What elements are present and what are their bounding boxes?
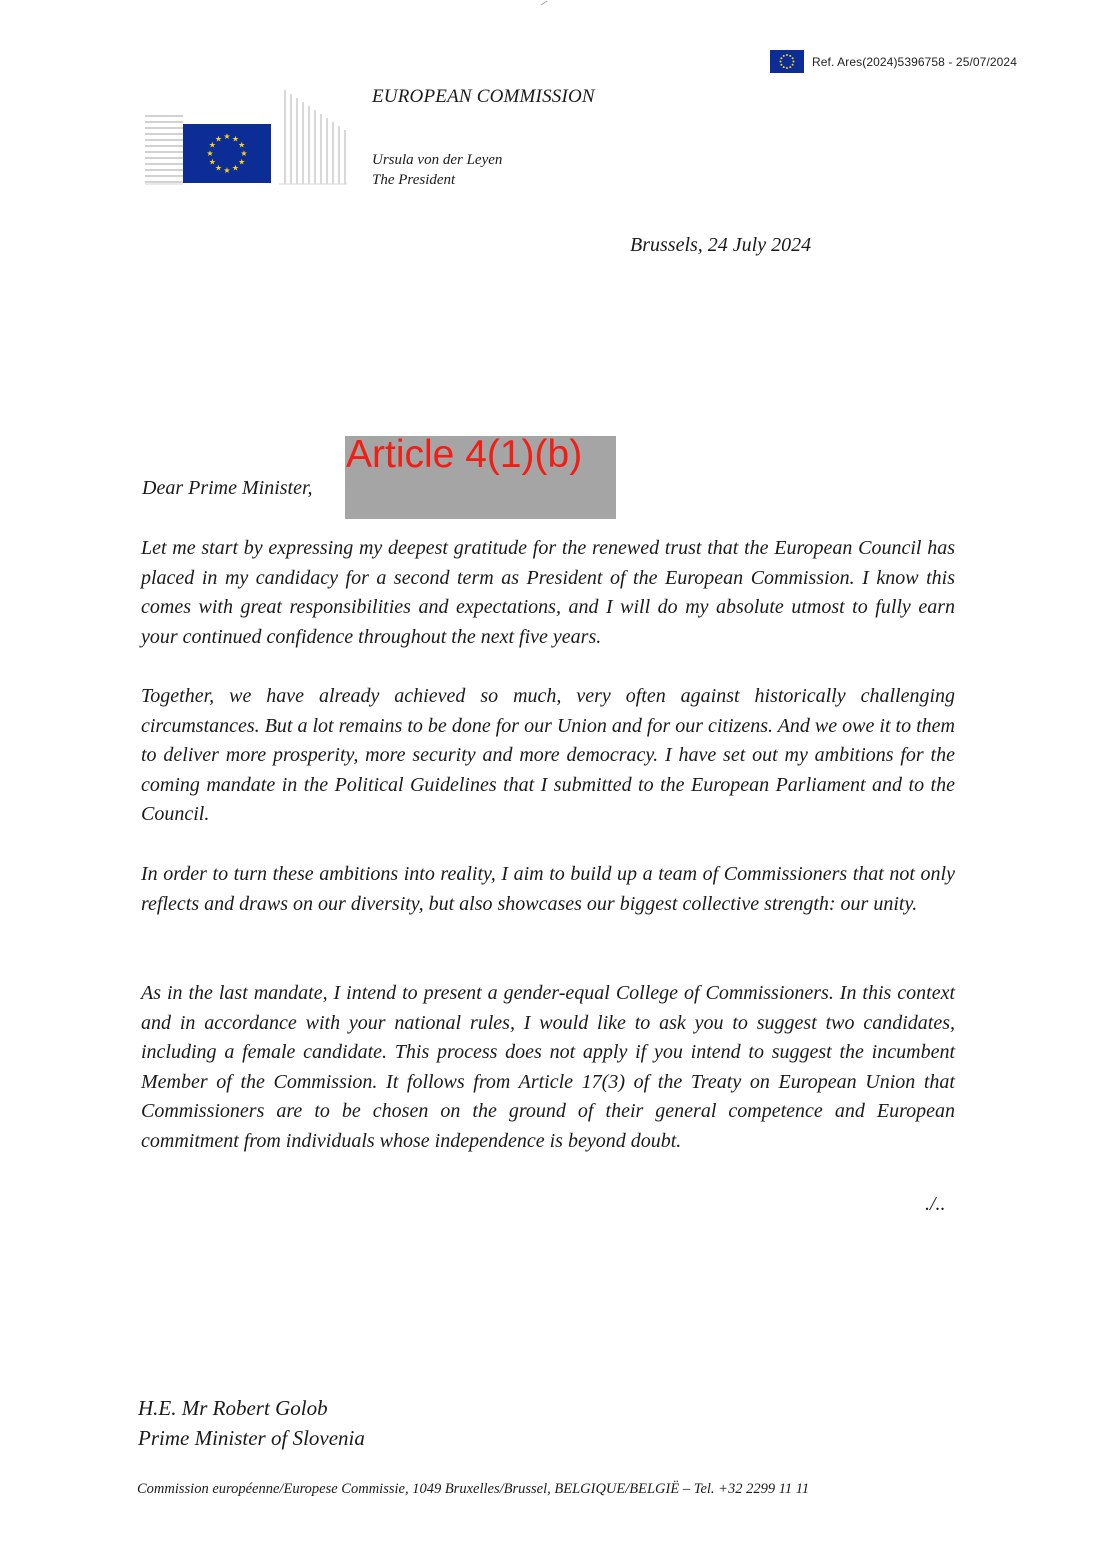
svg-text:★: ★ xyxy=(238,140,246,150)
svg-text:★: ★ xyxy=(240,149,248,158)
reference-number: Ref. Ares(2024)5396758 - 25/07/2024 xyxy=(812,54,1017,69)
svg-text:★: ★ xyxy=(223,132,231,141)
reference-stamp xyxy=(770,50,1017,73)
redaction-label: Article 4(1)(b) xyxy=(346,433,583,476)
eu-flag-icon xyxy=(770,50,804,73)
svg-text:★: ★ xyxy=(214,134,223,144)
svg-text:★: ★ xyxy=(208,140,216,150)
european-commission-logo xyxy=(143,86,348,190)
svg-text:★: ★ xyxy=(238,157,246,167)
body-paragraph: Let me start by expressing my deepest gratitude for the renewed trust that the European Council has placed in my candidacy for a second term as President of the European Commission. I know this comes with great responsibilities and expectations, and I will do my absolute utmost to fully earn your continued confidence throughout the next five years. xyxy=(141,537,955,648)
svg-text:★: ★ xyxy=(214,163,223,173)
footer-address: Commission européenne/Europese Commissie, 1049 Bruxelles/Brussel, BELGIQUE/BELGIË – Tel. +32 2299 11 11 xyxy=(137,1481,810,1497)
sender-title: The President xyxy=(372,172,456,188)
svg-text:★: ★ xyxy=(231,163,240,173)
place-date: Brussels, 24 July 2024 xyxy=(630,234,812,256)
body-paragraph: Together, we have already achieved so much, very often against historically challenging circumstances. But a lot remains to be done for our Union and for our citizens. And we owe it to them to deliver more prosperity, more security and more democracy. I have set out my ambitions for the coming mandate in the Political Guidelines that I submitted to the European Parliament and to the Council. xyxy=(141,685,955,826)
svg-text:★: ★ xyxy=(206,149,214,158)
body-paragraph: In order to turn these ambitions into reality, I aim to build up a team of Commissioners that not only reflects and draws on our diversity, but also showcases our biggest collective strength: our unity. xyxy=(141,863,955,915)
addressee-block xyxy=(138,1393,365,1453)
svg-text:★: ★ xyxy=(223,166,231,175)
addressee-title: Prime Minister of Slovenia xyxy=(138,1426,365,1450)
institution-name: EUROPEAN COMMISSION xyxy=(372,86,595,107)
salutation: Dear Prime Minister, xyxy=(142,477,313,499)
continuation-mark: ./.. xyxy=(925,1193,946,1215)
svg-text:★: ★ xyxy=(208,157,216,167)
sender-name: Ursula von der Leyen xyxy=(372,152,503,168)
scan-mark xyxy=(540,0,548,6)
body-paragraph: As in the last mandate, I intend to present a gender-equal College of Commissioners. In this context and in accordance with your national rules, I would like to ask you to suggest two candidates, including a female candidate. This process does not apply if you intend to suggest the incumbent Member of the Commission. It follows from Article 17(3) of the Treaty on European Union that Commissioners are to be chosen on the ground of their general competence and European commitment from individuals whose independence is beyond doubt. xyxy=(141,982,955,1152)
addressee-name: H.E. Mr Robert Golob xyxy=(138,1396,328,1420)
svg-text:★: ★ xyxy=(231,134,240,144)
sender-block xyxy=(372,150,502,190)
